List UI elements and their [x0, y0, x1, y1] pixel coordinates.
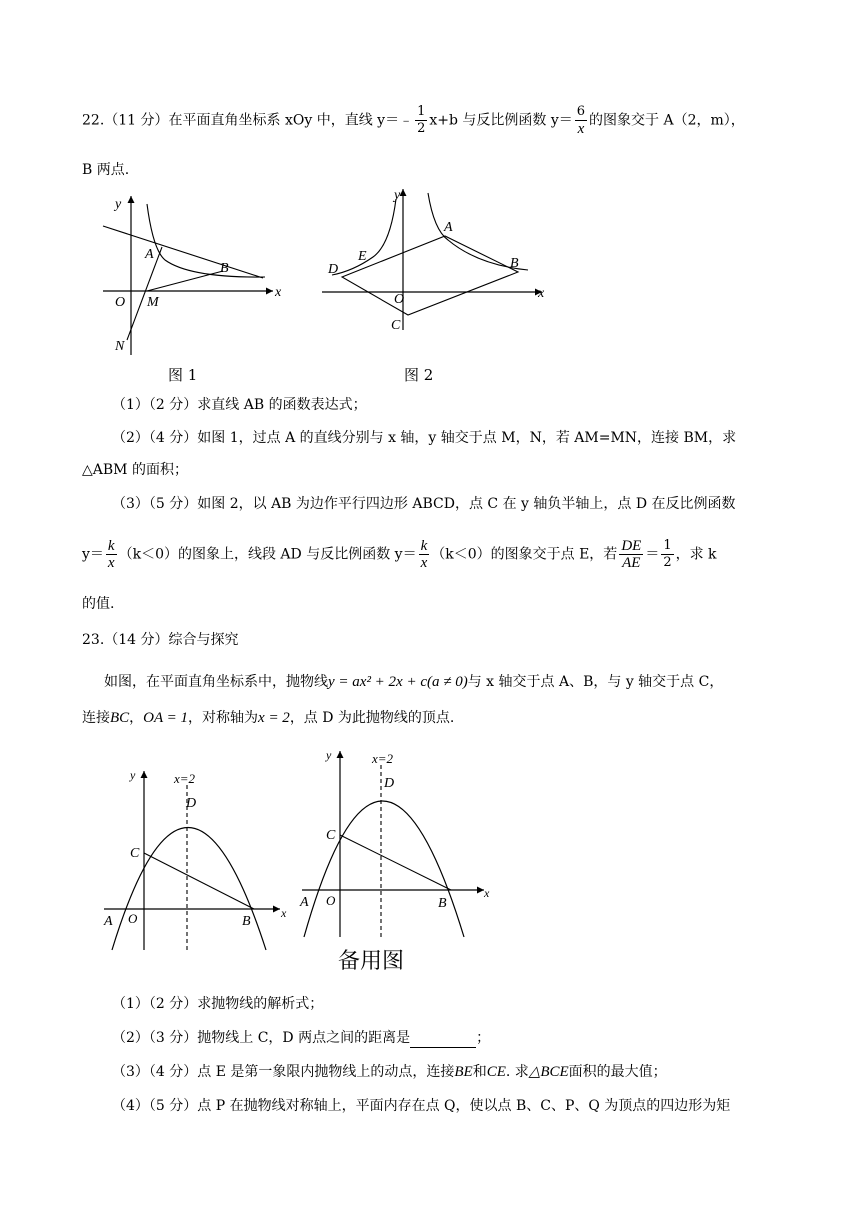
frac-num: 6 — [576, 104, 586, 119]
segment-bc — [144, 853, 254, 909]
segment-ce: CE — [486, 1064, 506, 1080]
label-c: C — [391, 318, 401, 333]
q22-text-c: 的图象交于 A（2，m）， — [589, 112, 745, 129]
label-x: x — [281, 906, 287, 920]
text: 面积的最大值； — [568, 1064, 667, 1080]
q22-text-b: x+b 与反比例函数 y＝ — [429, 112, 573, 129]
hyperbola — [147, 204, 265, 277]
text: （k＜0）的图象上，线段 AD 与反比例函数 y＝ — [118, 546, 417, 563]
q22-text-a: 22.（11 分）在平面直角坐标系 xOy 中，直线 y＝﹣ — [82, 112, 414, 129]
text: ，点 D 为此抛物线的顶点. — [289, 710, 455, 726]
triangle-bce: △BCE — [528, 1064, 569, 1080]
q22-line1 — [82, 104, 745, 137]
text: ，对称轴为 — [188, 710, 259, 726]
q22-line2: B 两点. — [82, 162, 130, 178]
text: ， — [129, 710, 144, 726]
label-b: B — [242, 914, 251, 929]
label-o: O — [115, 295, 126, 310]
text: （3）（4 分）点 E 是第一象限内抛物线上的动点，连接 — [112, 1064, 455, 1080]
text: （2）（3 分）抛物线上 C，D 两点之间的距离是 — [112, 1030, 411, 1046]
text: ； — [476, 1030, 491, 1046]
q22-part3-line2 — [82, 538, 717, 571]
label-a: A — [300, 895, 309, 910]
frac-num: k — [107, 538, 115, 554]
text: ＝ — [645, 546, 660, 563]
label-a: A — [444, 220, 453, 235]
segment-be: BE — [454, 1064, 473, 1080]
q23-spare-figure — [298, 745, 498, 940]
label-d: D — [328, 262, 339, 277]
parabola-formula: y = ax² + 2x + c(a ≠ 0) — [328, 674, 468, 690]
axis-value: x = 2 — [258, 710, 290, 726]
label-a: A — [145, 247, 154, 262]
q22-figure-1 — [95, 190, 295, 360]
q22-part3-line1: （3）（5 分）如图 2，以 AB 为边作平行四边形 ABCD，点 C 在 y 轴负半轴上，点 D 在反比例函数 — [112, 496, 736, 512]
label-o: O — [128, 911, 138, 926]
fraction-one-half — [661, 538, 673, 571]
frac-den: x — [577, 121, 585, 137]
frac-den: 2 — [417, 121, 426, 136]
label-b: B — [510, 256, 519, 271]
text: 连接 — [82, 710, 110, 726]
text: 和 — [472, 1064, 487, 1080]
label-x: x — [538, 286, 545, 301]
q22-figure-2 — [318, 185, 553, 335]
label-c: C — [326, 828, 336, 843]
text: ，求 k — [675, 546, 717, 563]
label-x: x — [275, 285, 282, 300]
label-b: B — [220, 261, 229, 276]
frac-num: k — [420, 538, 428, 554]
q23-part1: （1）（2 分）求抛物线的解析式； — [112, 996, 324, 1012]
q22-part3-line3: 的值. — [82, 596, 115, 612]
label-e: E — [358, 249, 367, 264]
fraction-k-over-x — [106, 538, 117, 571]
q23-part2 — [112, 1028, 490, 1048]
q23-intro-line2 — [82, 708, 454, 728]
parallelogram-abcd — [342, 236, 518, 315]
line-bm — [147, 271, 223, 291]
q23-title: 23.（14 分）综合与探究 — [82, 632, 239, 648]
fraction-k-over-x — [419, 538, 430, 571]
frac-den: 2 — [663, 555, 672, 570]
label-m: M — [147, 295, 159, 310]
q23-part3 — [112, 1062, 667, 1082]
frac-den: x — [420, 555, 428, 571]
label-x: x — [484, 886, 490, 900]
frac-num: 1 — [663, 538, 672, 553]
label-y: y — [115, 197, 122, 212]
frac-den: x — [107, 555, 115, 571]
frac-num: 1 — [417, 104, 426, 119]
label-x2: x=2 — [174, 771, 196, 786]
line-ab — [103, 226, 263, 278]
text: （k＜0）的图象交于点 E，若 — [431, 546, 618, 563]
q22-part2-line1: （2）（4 分）如图 1，过点 A 的直线分别与 x 轴，y 轴交于点 M，N，若 AM=MN，连接 BM，求 — [112, 430, 737, 446]
fraction-one-half — [415, 104, 427, 137]
text: . 求 — [505, 1064, 529, 1080]
fraction-de-over-ae — [619, 538, 643, 571]
parabola — [304, 801, 464, 937]
q23-figure — [100, 765, 295, 955]
label-o: O — [326, 893, 336, 908]
label-y: y — [130, 768, 136, 782]
q22-part1: （1）（2 分）求直线 AB 的函数表达式； — [112, 397, 367, 413]
frac-den: AE — [622, 555, 641, 571]
label-o: O — [394, 292, 405, 307]
label-a: A — [104, 914, 113, 929]
label-x2: x=2 — [372, 751, 394, 766]
oa-value: OA = 1 — [143, 710, 189, 726]
label-d: D — [186, 796, 197, 811]
segment-bc: BC — [110, 710, 130, 726]
q22-part2-line2: △ABM 的面积； — [82, 462, 188, 478]
label-y: y — [326, 748, 332, 762]
text: y＝ — [82, 546, 104, 563]
text: 如图，在平面直角坐标系中，抛物线 — [104, 674, 328, 690]
label-b: B — [438, 896, 447, 911]
answer-blank[interactable] — [410, 1033, 476, 1048]
label-d: D — [384, 776, 395, 791]
q23-intro-line1 — [104, 672, 723, 692]
spare-figure-caption: 备用图 — [338, 949, 405, 974]
label-y: y — [394, 188, 401, 203]
figure-2-caption: 图 2 — [404, 366, 434, 384]
frac-num: DE — [621, 538, 642, 554]
q23-part4: （4）（5 分）点 P 在抛物线对称轴上，平面内存在点 Q，使以点 B、C、P、Q 为顶点的四边形为矩 — [112, 1098, 731, 1114]
fraction-six-over-x — [575, 104, 587, 137]
label-c: C — [130, 846, 140, 861]
figure-1-caption: 图 1 — [168, 366, 198, 384]
segment-bc — [340, 835, 451, 890]
label-n: N — [115, 339, 125, 354]
text: 与 x 轴交于点 A、B，与 y 轴交于点 C， — [467, 674, 724, 690]
